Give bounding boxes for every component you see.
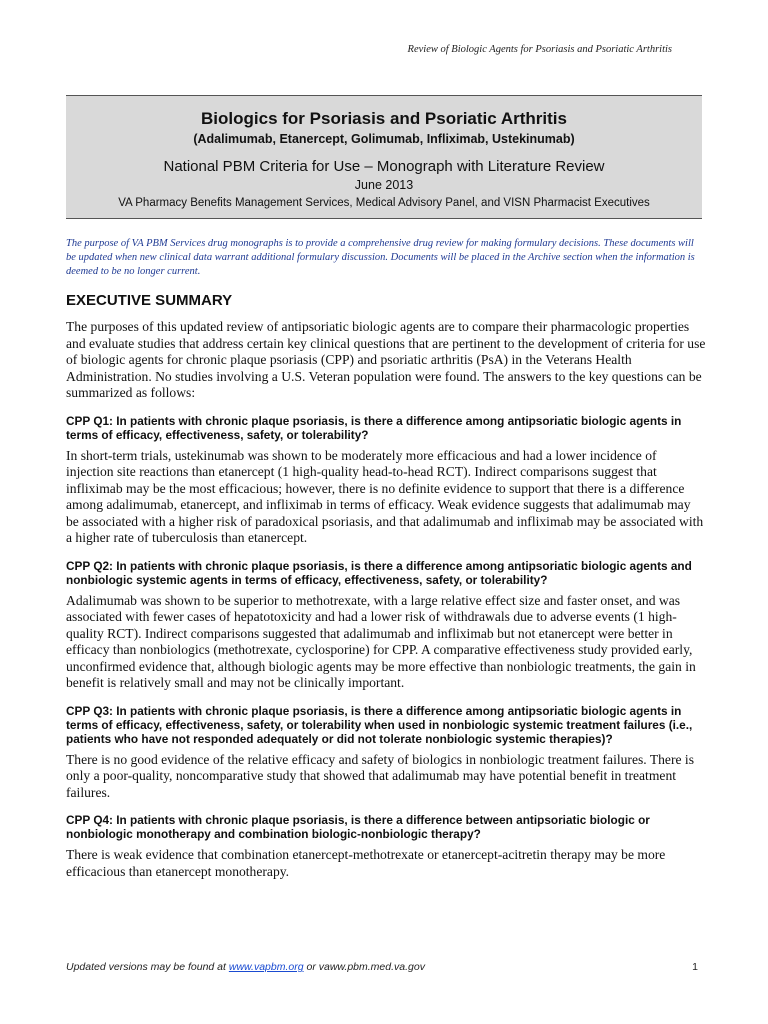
footer (66, 961, 702, 973)
intro-paragraph: The purposes of this updated review of antipsoriatic biologic agents are to compare their pharmacologic properties and evaluate studies that address certain key clinical questions that are pertinent to the development of criteria for use of biologic agents for chronic plaque psoriasis (CPP) and psoriatic arthritis (PsA) in the Veterans Health Administration. No studies involving a U.S. Veteran population were found. The answers to the key questions can be summarized as follows: (66, 319, 706, 400)
document-date: June 2013 (354, 178, 414, 192)
running-header: Review of Biologic Agents for Psoriasis and Psoriatic Arthritis (407, 44, 672, 55)
answer-cpp-q2: Adalimumab was shown to be superior to methotrexate, with a large relative effect size and faster onset, and was associated with fewer cases of hepatotoxicity and had a lower risk of withdrawals due to adverse events (1 high-quality RCT). Indirect comparisons suggested that adalimumab and infliximab but not etanercept were better in efficacy than nonbiologics (methotrexate, cyclosporine) for CPP. A comparative effectiveness study provided early, unconfirmed evidence that, although biologic agents may be more effective than nonbiologic treatments, the gain in benefit is relatively small and may not be clinically important. (66, 592, 696, 690)
document-title: Biologics for Psoriasis and Psoriatic Arthritis (201, 109, 567, 128)
footer-prefix: Updated versions may be found at (66, 961, 229, 973)
question-cpp-q2: CPP Q2: In patients with chronic plaque psoriasis, is there a difference among antipsoriatic biologic agents and nonbiologic systemic agents in terms of efficacy, effectiveness, safety, or tolerability? (66, 558, 692, 587)
question-cpp-q3: CPP Q3: In patients with chronic plaque psoriasis, is there a difference among antipsoriatic biologic agents in terms of efficacy, effectiveness, safety, or tolerability when used in nonbiologic systemic treatment failures (i.e., patients who have not responded adequately or did not tolerate nonbiologic systemic therapies)? (66, 703, 693, 746)
answer-cpp-q4: There is weak evidence that combination etanercept-methotrexate or etanercept-acitretin therapy may be more efficacious than etanercept monotherapy. (66, 847, 666, 879)
footer-link[interactable]: www.vapbm.org (228, 961, 304, 973)
executive-summary-section (66, 292, 706, 892)
question-cpp-q4: CPP Q4: In patients with chronic plaque psoriasis, is there a difference between antipsoriatic biologic or nonbiologic monotherapy and combination biologic-nonbiologic therapy? (66, 813, 650, 841)
document-authors: VA Pharmacy Benefits Management Services, Medical Advisory Panel, and VISN Pharmacist Executives (118, 197, 650, 209)
answer-cpp-q1: In short-term trials, ustekinumab was shown to be moderately more efficacious and had a lower incidence of injection site reactions than etanercept (1 high-quality head-to-head RCT). Indirect comparisons suggest that infliximab may be the most efficacious; however, there is no definite evidence to support that there is a difference among adalimumab, etanercept, and infliximab in terms of efficacy. Weak evidence suggests that adalimumab may be associated with a higher risk of paradoxical psoriasis, and that adalimumab and infliximab may be associated with a higher rate of tuberculosis than etanercept. (66, 447, 704, 545)
document-subtitle: (Adalimumab, Etanercept, Golimumab, Infliximab, Ustekinumab) (193, 132, 575, 146)
question-cpp-q1: CPP Q1: In patients with chronic plaque psoriasis, is there a difference among antipsoriatic biologic agents in terms of efficacy, effectiveness, safety, or tolerability? (66, 413, 682, 442)
footer-suffix: or vaww.pbm.med.va.gov (303, 961, 425, 973)
monograph-label: National PBM Criteria for Use – Monograph with Literature Review (163, 158, 605, 175)
title-box (66, 95, 702, 219)
answer-cpp-q3: There is no good evidence of the relative efficacy and safety of biologics in nonbiologic treatment failures. There is only a poor-quality, noncomparative study that showed that adalimumab may have potential benefit in treatment failures. (66, 751, 694, 800)
page-number: 1 (692, 961, 698, 973)
purpose-statement: The purpose of VA PBM Services drug monographs is to provide a comprehensive drug review for making formulary decisions. These documents will be updated when new clinical data warrant additional formulary discussion. Documents will be placed in the Archive section when the information is deemed to be no longer current. (66, 238, 695, 277)
section-heading: EXECUTIVE SUMMARY (66, 292, 233, 309)
